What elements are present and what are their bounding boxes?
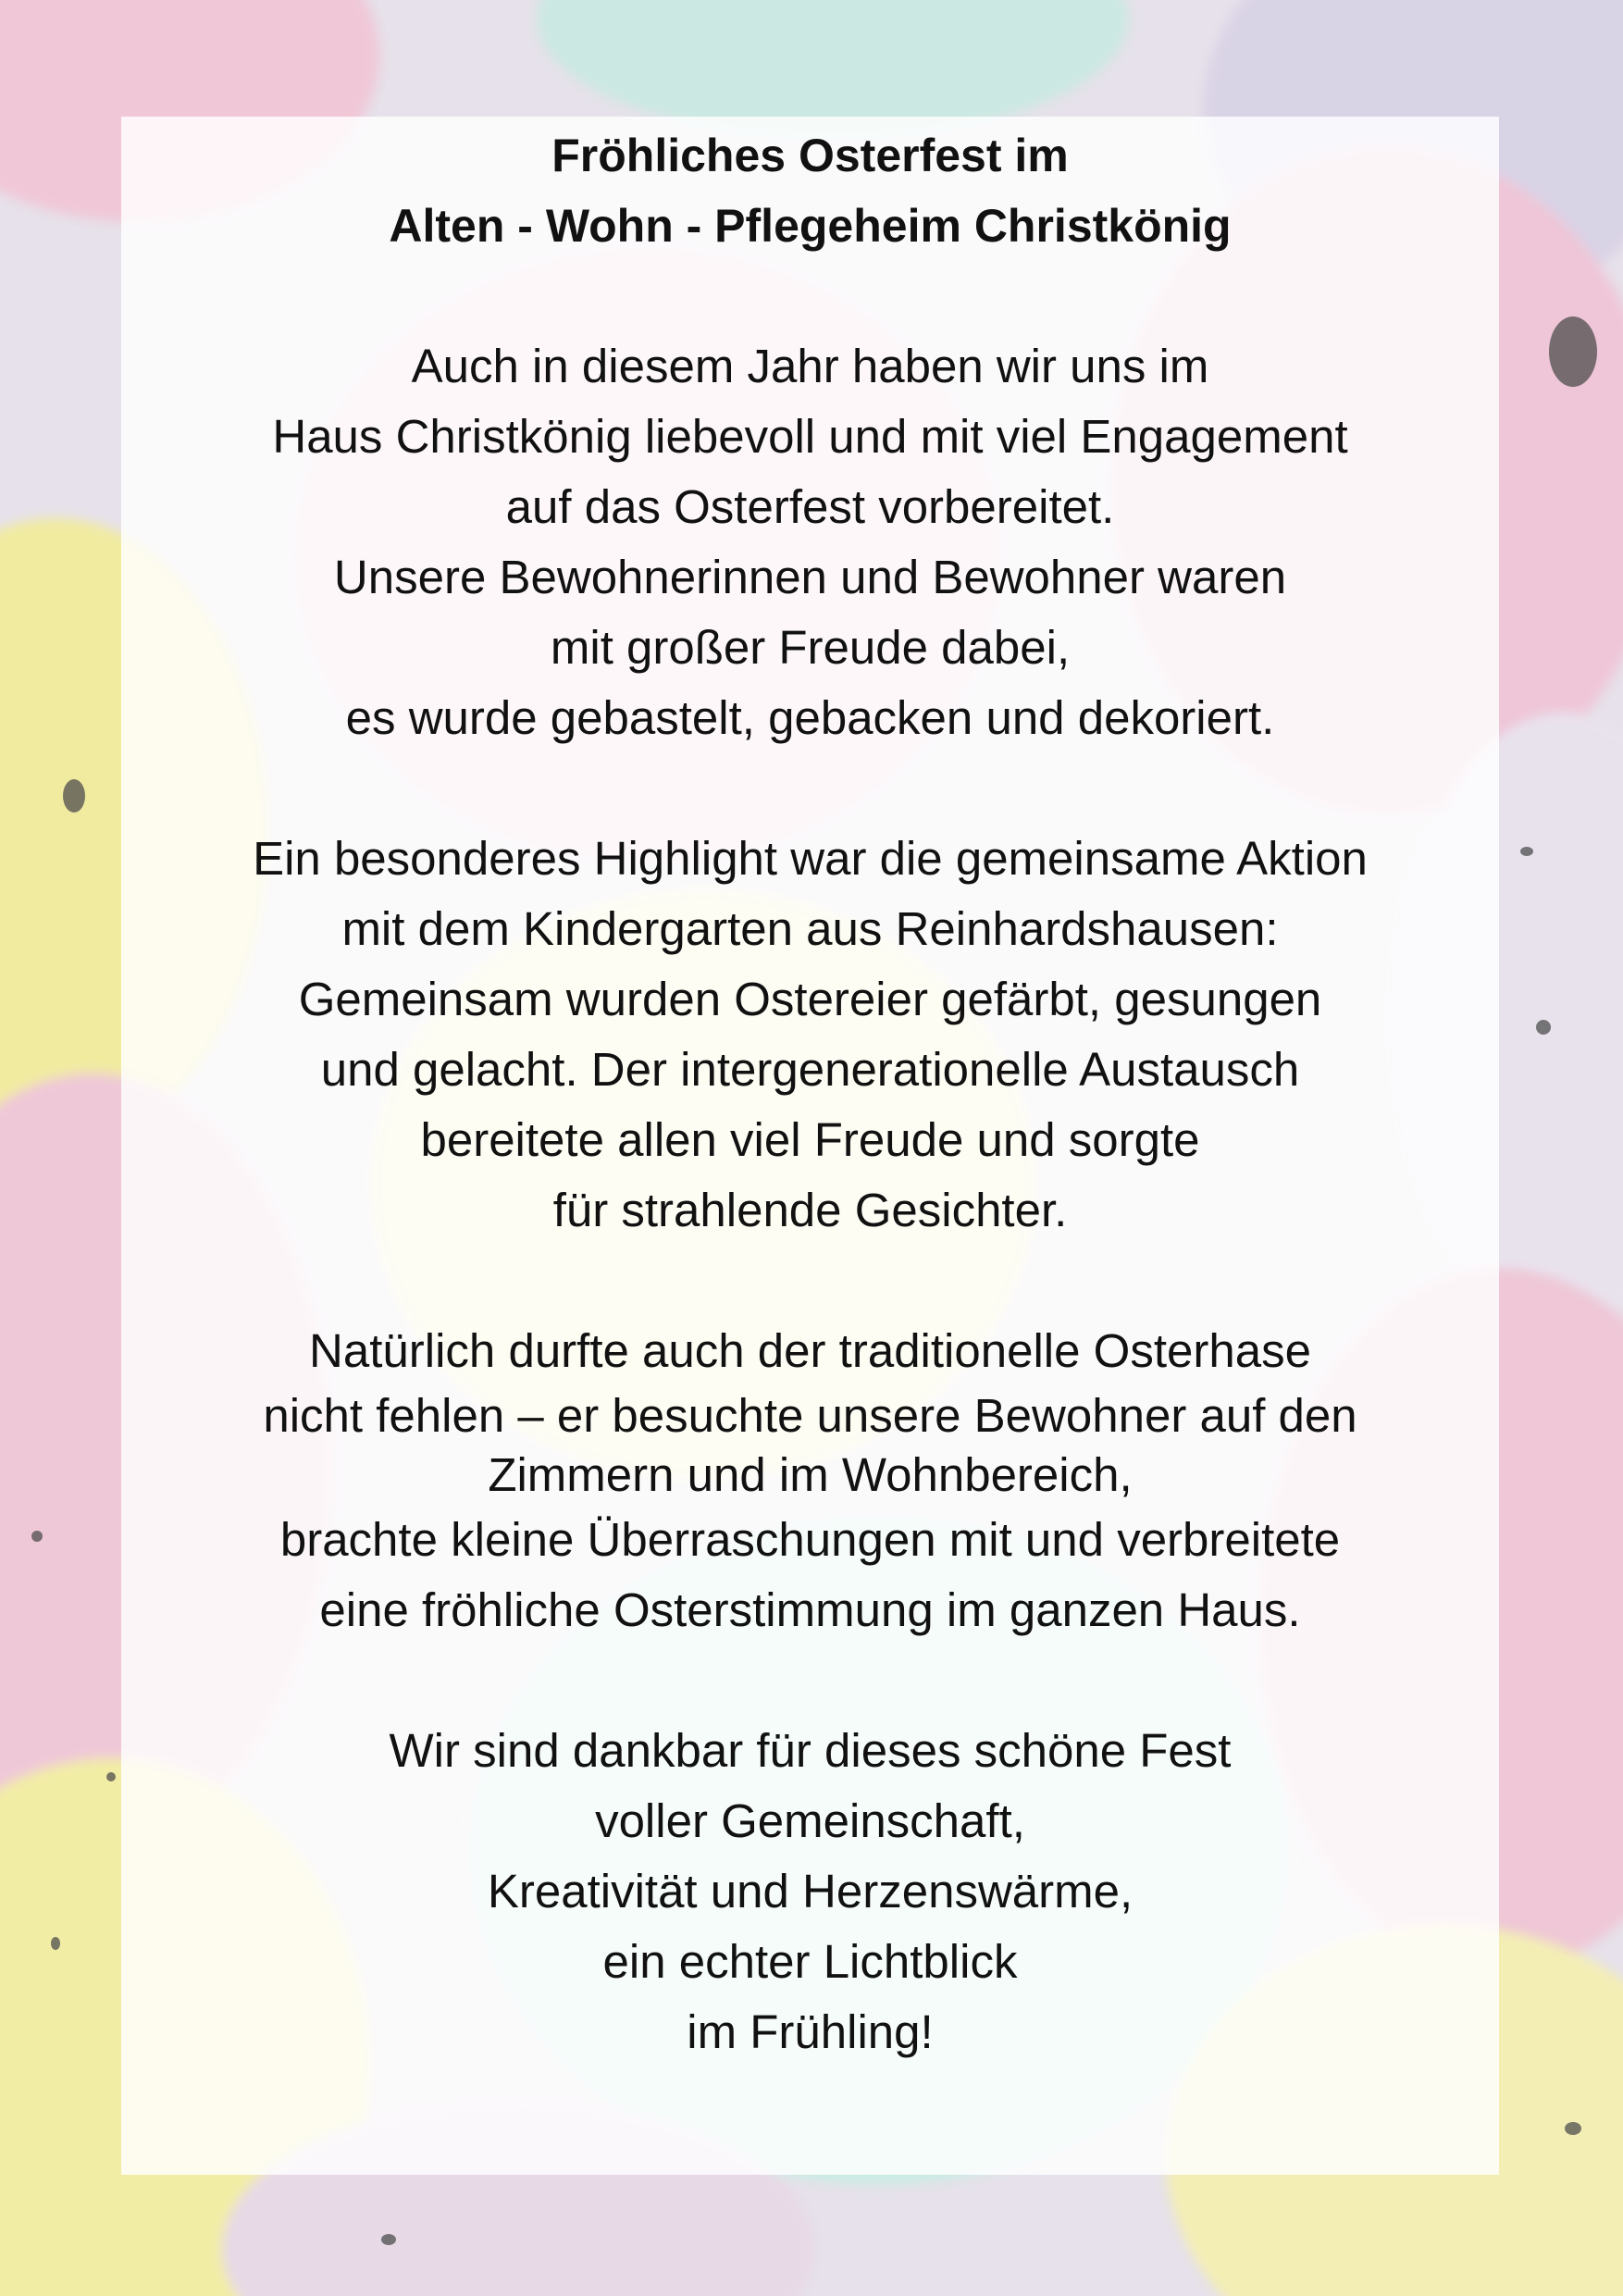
text-line: ein echter Lichtblick	[602, 1935, 1018, 1988]
heading-line-2: Alten - Wohn - Pflegeheim Christkönig	[389, 200, 1232, 252]
text-line: brachte kleine Überraschungen mit und verbreitete	[279, 1513, 1341, 1566]
text-line: nicht fehlen – er besuchte unsere Bewohner auf den	[263, 1389, 1357, 1442]
text-line: Wir sind dankbar für dieses schöne Fest	[389, 1724, 1232, 1777]
paragraph-3	[121, 1316, 1499, 1645]
heading	[121, 117, 1499, 261]
text-line: auf das Osterfest vorbereitet.	[505, 480, 1115, 533]
text-line: Natürlich durfte auch der traditionelle Osterhase	[309, 1324, 1311, 1377]
paragraph-4	[121, 1716, 1499, 2067]
text-line: Gemeinsam wurden Ostereier gefärbt, gesungen	[298, 973, 1322, 1025]
text-line: mit dem Kindergarten aus Reinhardshausen:	[341, 902, 1279, 955]
heading-line-1: Fröhliches Osterfest im	[551, 130, 1069, 181]
text-line: es wurde gebastelt, gebacken und dekoriert.	[345, 691, 1275, 744]
text-line: Auch in diesem Jahr haben wir uns im	[411, 340, 1209, 392]
text-line: für strahlende Gesichter.	[552, 1184, 1068, 1236]
text-line: Zimmern und im Wohnbereich,	[488, 1448, 1133, 1501]
paragraph-2	[121, 824, 1499, 1246]
text-line: eine fröhliche Osterstimmung im ganzen Haus.	[319, 1583, 1301, 1636]
text-line: im Frühling!	[687, 2005, 934, 2058]
document-body	[121, 117, 1499, 2067]
text-line: voller Gemeinschaft,	[595, 1794, 1025, 1847]
text-line: und gelacht. Der intergenerationelle Austausch	[320, 1043, 1300, 1096]
text-line: Ein besonderes Highlight war die gemeinsame Aktion	[253, 832, 1368, 885]
text-line: Unsere Bewohnerinnen und Bewohner waren	[333, 551, 1287, 603]
text-line: Kreativität und Herzenswärme,	[487, 1865, 1134, 1917]
text-line: Haus Christkönig liebevoll und mit viel Engagement	[272, 410, 1348, 463]
text-line: bereitete allen viel Freude und sorgte	[420, 1113, 1200, 1166]
text-line: mit großer Freude dabei,	[550, 621, 1071, 674]
paragraph-1	[121, 331, 1499, 753]
